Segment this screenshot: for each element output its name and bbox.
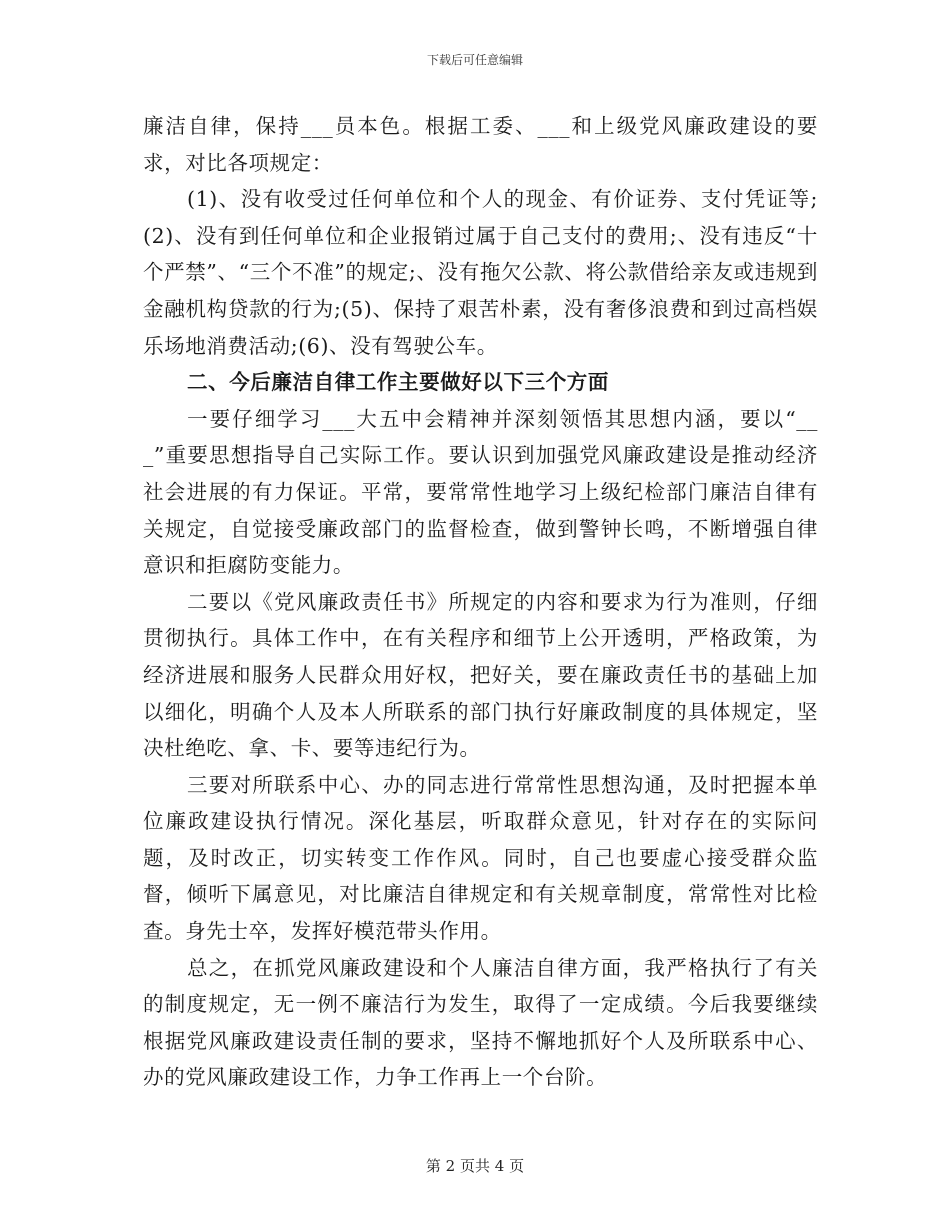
paragraph-point-two: 二要以《党风廉政责任书》所规定的内容和要求为行为准则，仔细贯彻执行。具体工作中，在有关程序和细节上公开透明，严格政策，为经济进展和服务人民群众用好权，把好关，要在廉政责任书的基础上加以细化，明确个人及本人所联系的部门执行好廉政制度的具体规定，坚决杜绝吃、拿、卡、要等违纪行为。 <box>143 589 818 761</box>
paragraph-point-one: 一要仔细学习___大五中会精神并深刻领悟其思想内涵，要以“___”重要思想指导自己实际工作。要认识到加强党风廉政建设是推动经济社会进展的有力保证。平常，要常常性地学习上级纪检部门廉洁自律有关规定，自觉接受廉政部门的监督检查，做到警钟长鸣，不断增强自律意识和拒腐防变能力。 <box>143 406 818 578</box>
paragraph-point-three: 三要对所联系中心、办的同志进行常常性思想沟通，及时把握本单位廉政建设执行情况。深化基层，听取群众意见，针对存在的实际问题，及时改正，切实转变工作作风。同时，自己也要虚心接受群众监督，倾听下属意见，对比廉洁自律规定和有关规章制度，常常性对比检查。身先士卒，发挥好模范带头作用。 <box>143 772 818 944</box>
page-number-footer: 第 2 页共 4 页 <box>425 1157 525 1175</box>
paragraph-rules-list: (1)、没有收受过任何单位和个人的现金、有价证券、支付凭证等;(2)、没有到任何单位和企业报销过属于自己支付的费用;、没有违反“十个严禁”、“三个不准”的规定;、没有拖欠公款、将公款借给亲友或违规到金融机构贷款的行为;(5)、保持了艰苦朴素，没有奢侈浪费和到过高档娱乐场地消费活动;(6)、没有驾驶公车。 <box>143 187 818 358</box>
section-heading: 二、今后廉洁自律工作主要做好以下三个方面 <box>187 370 609 395</box>
document-body <box>143 108 818 1096</box>
paragraph-intro: 廉洁自律，保持___员本色。根据工委、___和上级党风廉政建设的要求，对比各项规定： <box>143 114 818 175</box>
paragraph-conclusion: 总之，在抓党风廉政建设和个人廉洁自律方面，我严格执行了有关的制度规定，无一例不廉洁行为发生，取得了一定成绩。今后我要继续根据党风廉政建设责任制的要求，坚持不懈地抓好个人及所联系中心、办的党风廉政建设工作，力争工作再上一个台阶。 <box>143 955 818 1090</box>
page-header: 下载后可任意编辑 <box>426 53 523 67</box>
